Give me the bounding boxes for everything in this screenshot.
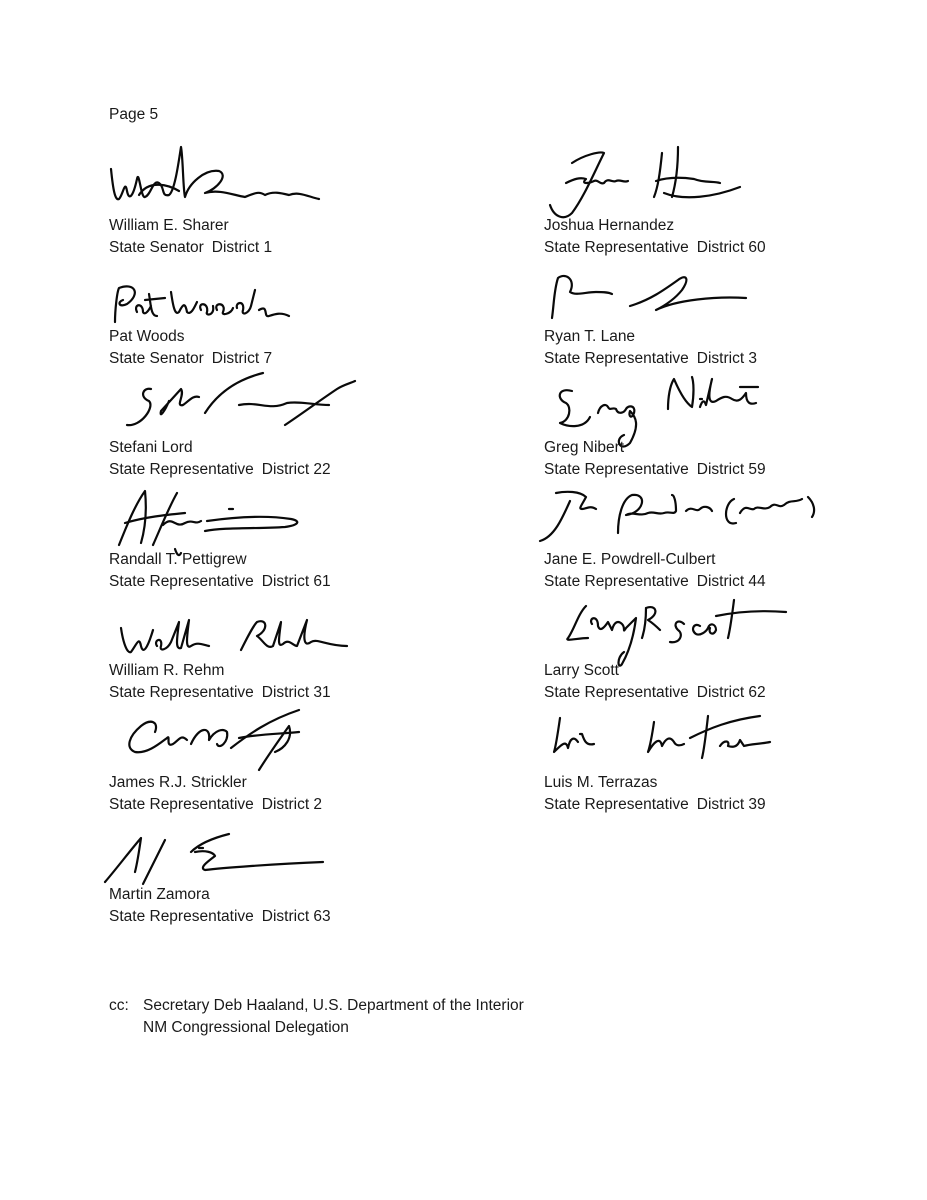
signer-name: Jane E. Powdrell-Culbert	[544, 551, 716, 568]
cc-recipients	[143, 995, 524, 1039]
signature-lord	[119, 371, 369, 441]
signer-title: State Representative District 39	[544, 796, 766, 813]
signer-name: Joshua Hernandez	[544, 217, 675, 234]
signer-name: Luis M. Terrazas	[544, 774, 658, 791]
signer-title: State Representative District 2	[109, 796, 323, 813]
cc-recipient: NM Congressional Delegation	[143, 1019, 349, 1036]
signature-woods	[109, 282, 299, 332]
cc-label: cc:	[109, 997, 129, 1014]
signature-terrazas	[550, 706, 790, 776]
signer-name: Larry Scott	[544, 662, 619, 679]
signer-title: State Representative District 62	[544, 684, 766, 701]
signer-title: State Representative District 3	[544, 350, 758, 367]
page-number: Page 5	[109, 106, 159, 123]
signer-name: William E. Sharer	[109, 217, 229, 234]
signature-pettigrew	[115, 485, 315, 557]
signer-name: Ryan T. Lane	[544, 328, 636, 345]
signer-title: State Representative District 59	[544, 461, 766, 478]
signature-hernandez	[544, 143, 754, 223]
signer-name: Martin Zamora	[109, 886, 210, 903]
signature-zamora	[103, 828, 333, 888]
signer-name: Greg Nibert	[544, 439, 625, 456]
cc-recipient: Secretary Deb Haaland, U.S. Department of the Interior	[143, 997, 524, 1014]
signer-name: Pat Woods	[109, 328, 185, 345]
signer-name: James R.J. Strickler	[109, 774, 247, 791]
signer-title: State Senator District 7	[109, 350, 273, 367]
signer-name: William R. Rehm	[109, 662, 225, 679]
signature-lane	[546, 270, 756, 330]
signer-name: Randall T. Pettigrew	[109, 551, 247, 568]
signature-rehm	[117, 616, 367, 666]
signer-title: State Representative District 22	[109, 461, 331, 478]
signer-name: Stefani Lord	[109, 439, 193, 456]
signature-powdrell-culbert	[536, 487, 826, 551]
signer-title: State Representative District 44	[544, 573, 766, 590]
signature-sharer	[109, 139, 329, 219]
signer-title: State Representative District 63	[109, 908, 331, 925]
signer-title: State Representative District 61	[109, 573, 331, 590]
signer-title: State Representative District 60	[544, 239, 766, 256]
signature-strickler	[119, 704, 339, 776]
signer-title: State Senator District 1	[109, 239, 273, 256]
signer-title: State Representative District 31	[109, 684, 331, 701]
